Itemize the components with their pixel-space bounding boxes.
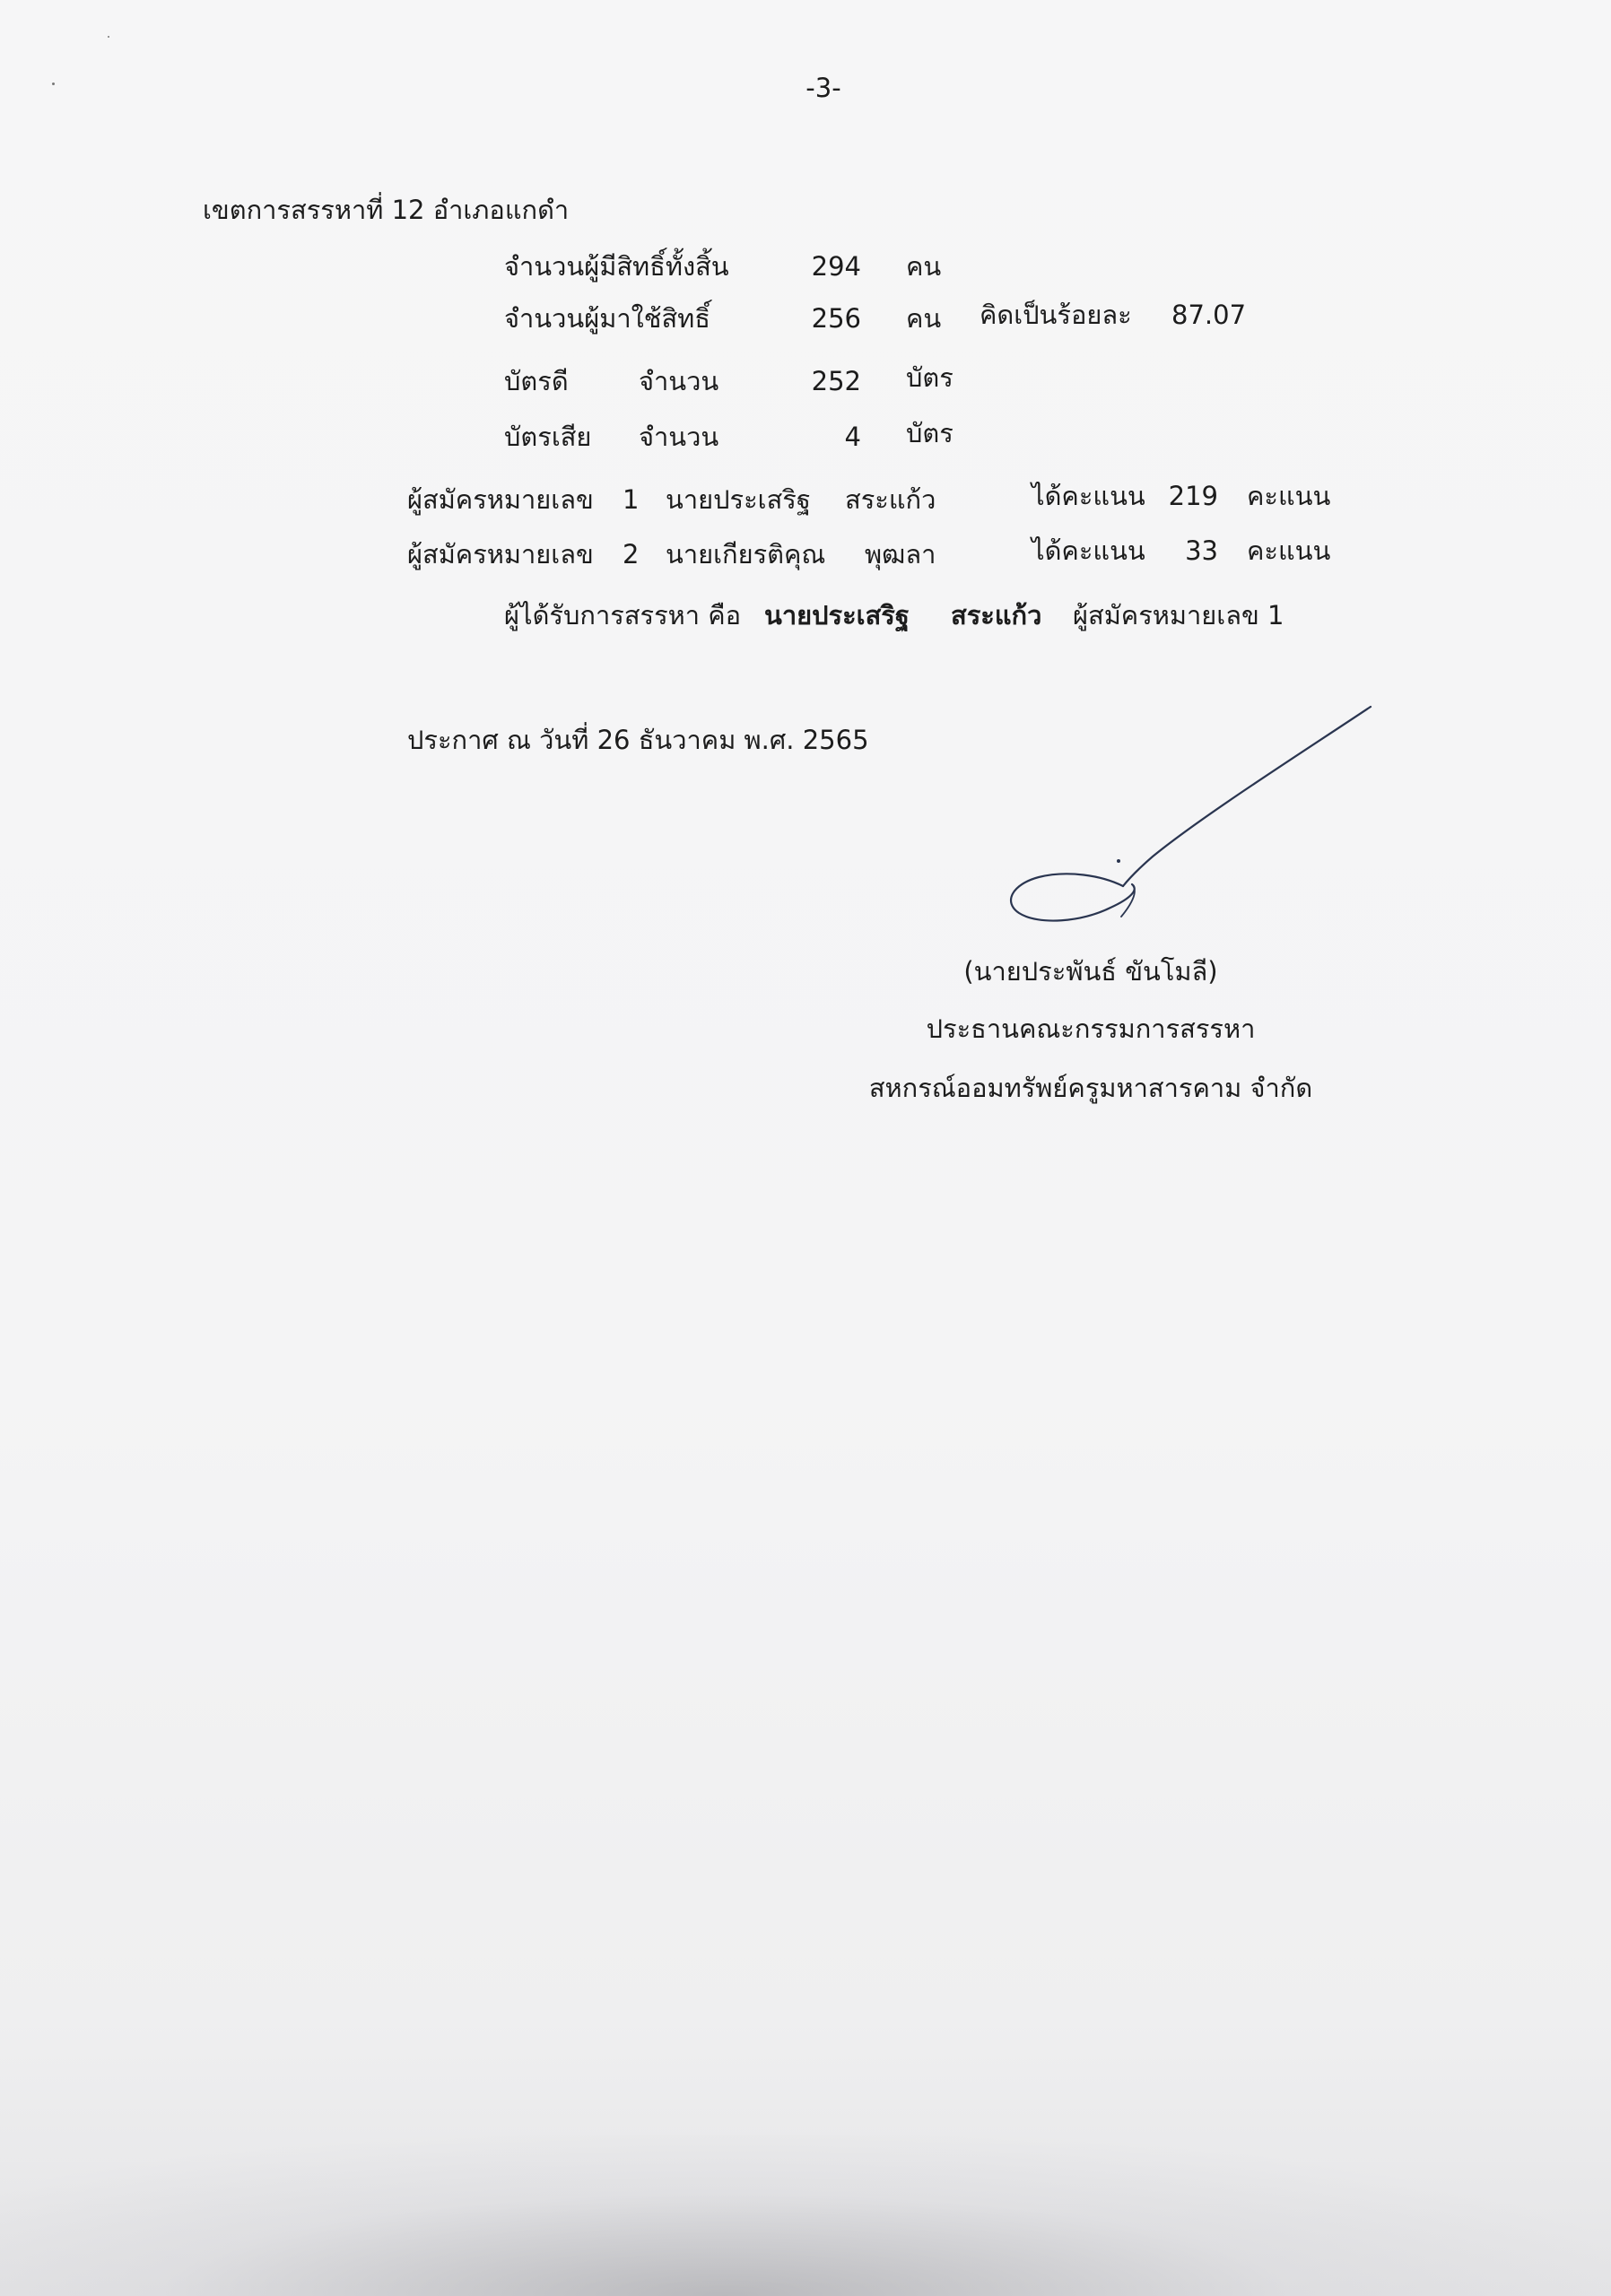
candidate-name: นายประเสริฐ bbox=[666, 484, 811, 515]
signatory-name: (นายประพันธ์ ขันโมลี) bbox=[963, 956, 1218, 987]
candidate-score-unit: คะแนน bbox=[1247, 481, 1331, 511]
candidate-label: ผู้สมัครหมายเลข bbox=[407, 539, 594, 570]
bad-ballots-value: 4 bbox=[844, 422, 861, 452]
candidate-surname: พุฒลา bbox=[865, 539, 936, 570]
candidate-score-unit: คะแนน bbox=[1247, 535, 1331, 566]
candidate-score-label: ได้คะแนน bbox=[1032, 481, 1145, 511]
winner-suffix: ผู้สมัครหมายเลข 1 bbox=[1073, 600, 1284, 631]
eligible-value: 294 bbox=[811, 251, 861, 282]
good-ballots-label: บัตรดี bbox=[504, 366, 569, 396]
winner-prefix: ผู้ได้รับการสรรหา คือ bbox=[504, 600, 742, 631]
bad-ballots-unit: บัตร bbox=[906, 418, 954, 448]
bad-ballots-label: บัตรเสีย bbox=[504, 422, 592, 452]
bottom-shadow bbox=[0, 2135, 1611, 2296]
voters-value: 256 bbox=[811, 303, 861, 334]
candidate-number: 1 bbox=[623, 484, 640, 515]
good-ballots-unit: บัตร bbox=[906, 362, 954, 393]
percent-value: 87.07 bbox=[1171, 300, 1247, 330]
candidate-surname: สระแก้ว bbox=[845, 484, 936, 515]
eligible-label: จำนวนผู้มีสิทธิ์ทั้งสิ้น bbox=[504, 251, 729, 282]
announcement-date: ประกาศ ณ วันที่ 26 ธันวาคม พ.ศ. 2565 bbox=[407, 725, 869, 755]
signatory-organization: สหกรณ์ออมทรัพย์ครูมหาสารคาม จำกัด bbox=[868, 1073, 1313, 1103]
signatory-title: ประธานคณะกรรมการสรรหา bbox=[926, 1013, 1256, 1044]
scan-speck bbox=[52, 83, 55, 85]
candidate-score-label: ได้คะแนน bbox=[1032, 535, 1145, 566]
eligible-unit: คน bbox=[906, 251, 942, 282]
candidate-score: 219 bbox=[1168, 481, 1218, 511]
signature bbox=[996, 700, 1390, 951]
percent-label: คิดเป็นร้อยละ bbox=[980, 300, 1132, 330]
candidate-number: 2 bbox=[623, 539, 640, 570]
candidate-name: นายเกียรติคุณ bbox=[666, 539, 826, 570]
good-ballots-value: 252 bbox=[811, 366, 861, 396]
scan-speck bbox=[108, 36, 109, 38]
winner-surname: สระแก้ว bbox=[951, 600, 1042, 631]
winner-name: นายประเสริฐ bbox=[764, 600, 910, 631]
good-ballots-count-label: จำนวน bbox=[639, 366, 719, 396]
page-number: -3- bbox=[806, 73, 841, 103]
voters-unit: คน bbox=[906, 303, 942, 334]
voters-label: จำนวนผู้มาใช้สิทธิ์ bbox=[504, 303, 710, 334]
candidate-score: 33 bbox=[1185, 535, 1218, 566]
district-heading: เขตการสรรหาที่ 12 อำเภอแกดำ bbox=[203, 195, 570, 225]
candidate-label: ผู้สมัครหมายเลข bbox=[407, 484, 594, 515]
bad-ballots-count-label: จำนวน bbox=[639, 422, 719, 452]
